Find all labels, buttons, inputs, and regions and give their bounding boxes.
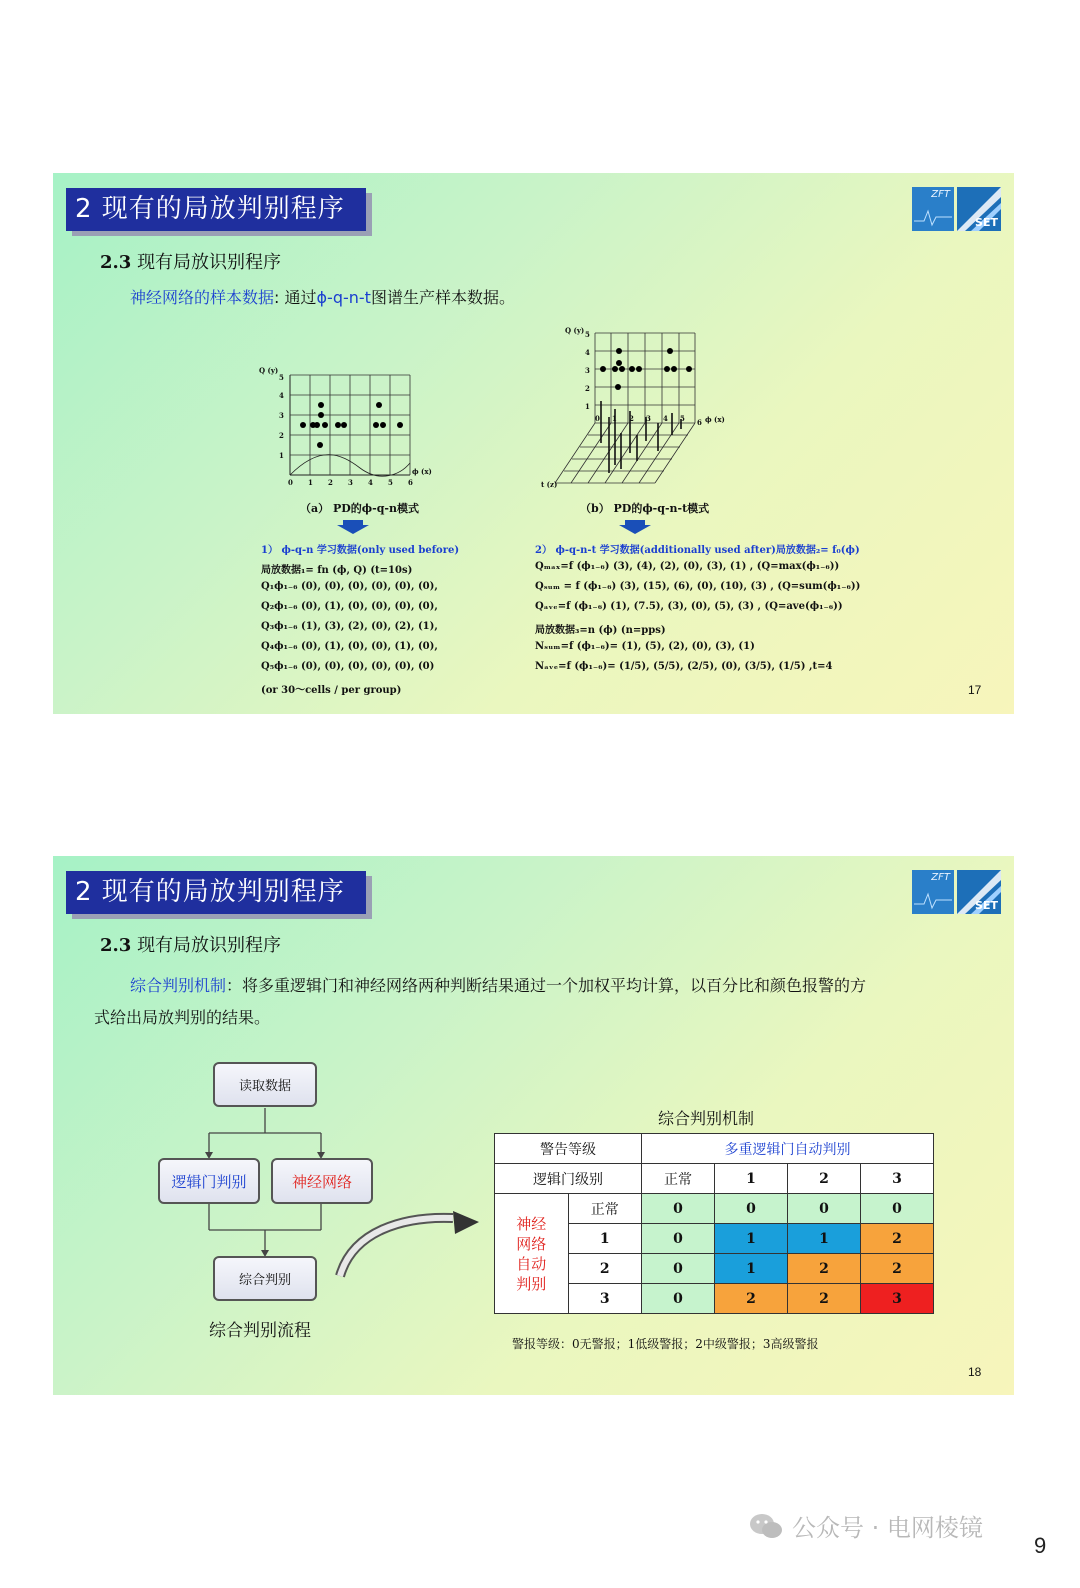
table-title: 综合判别机制 — [658, 1109, 755, 1128]
y-tick: 5 — [279, 373, 284, 382]
nn-row-label: 神经 网络 自动 判别 — [495, 1194, 569, 1314]
x-tick: 6 — [697, 418, 702, 427]
section-description-line2: 式给出局放判别的结果。 — [94, 1008, 271, 1027]
y-axis-label: Q (y) — [259, 366, 279, 375]
row-header: 3 — [568, 1284, 642, 1314]
header-logic-level: 逻辑门级别 — [495, 1164, 642, 1194]
x-tick: 2 — [629, 414, 634, 423]
watermark-text: 公众号 · 电网棱镜 — [792, 1514, 983, 1542]
flow-step-read-data: 读取数据 — [213, 1062, 317, 1107]
data-line: Qₛᵤₘ = f (ϕ₁₋₆) (3), (15), (6), (0), (10), (3) , (Q=sum(ϕ₁₋₆)) — [535, 581, 861, 592]
matrix-cell: 0 — [642, 1254, 715, 1284]
flow-connectors — [53, 856, 513, 1395]
figure-caption-b: （b） PD的ϕ-q-n-t模式 — [580, 502, 710, 515]
matrix-cell: 0 — [642, 1224, 715, 1254]
row-header: 1 — [568, 1224, 642, 1254]
header-alarm-level: 警告等级 — [495, 1134, 642, 1164]
data-line: Nₐᵥₑ=f (ϕ₁₋₆)= (1/5), (5/5), (2/5), (0), (3/5), (1/5) ,t=4 — [535, 661, 833, 672]
section-description: 神经网络的样本数据: 通过ϕ-q-n-t图谱生产样本数据。 — [130, 288, 515, 307]
logo-text-set: SET — [975, 899, 998, 912]
logo-text-zft: ZFT — [931, 872, 950, 883]
phi-q-n-scatter — [253, 363, 443, 493]
x-tick: 6 — [408, 478, 413, 487]
data-line: Q₂ϕ₁₋₆ (0), (1), (0), (0), (0), (0), — [261, 601, 438, 612]
data-line: Qₘₐₓ=f (ϕ₁₋₆) (3), (4), (2), (0), (3), (1) , (Q=max(ϕ₁₋₆)) — [535, 561, 840, 572]
x-tick: 4 — [663, 414, 668, 423]
section-heading: 2.3 现有局放识别程序 — [100, 935, 282, 956]
data-line: 局放数据₁= fn (ϕ, Q) (t=10s) — [261, 565, 413, 576]
x-tick: 5 — [388, 478, 393, 487]
data-line: Q₁ϕ₁₋₆ (0), (0), (0), (0), (0), (0), — [261, 581, 438, 592]
x-tick: 1 — [612, 414, 617, 423]
set-logo — [957, 187, 1001, 231]
matrix-cell: 3 — [861, 1284, 934, 1314]
set-logo — [957, 870, 1001, 914]
desc-label: 神经网络的样本数据 — [130, 288, 275, 307]
down-arrow-icon — [619, 520, 651, 534]
x-tick: 1 — [308, 478, 313, 487]
slide-title: 2 现有的局放判别程序 — [66, 871, 366, 914]
y-tick: 5 — [585, 330, 590, 339]
matrix-cell: 0 — [861, 1194, 934, 1224]
y-tick: 2 — [585, 384, 590, 393]
y-axis-label: Q (y) — [565, 326, 585, 335]
slide-page-number: 18 — [968, 1365, 982, 1379]
zft-logo — [912, 870, 954, 914]
data-line: Q₅ϕ₁₋₆ (0), (0), (0), (0), (0), (0) — [261, 661, 435, 672]
section-heading: 2.3 现有局放识别程序 — [100, 252, 282, 273]
x-tick: 3 — [646, 414, 651, 423]
y-tick: 3 — [279, 411, 284, 420]
x-axis-label: ϕ (x) — [412, 467, 432, 476]
matrix-cell: 0 — [642, 1194, 715, 1224]
data-line: 局放数据₃=n (ϕ) (n=pps) — [535, 625, 666, 636]
data-line: Qₐᵥₑ=f (ϕ₁₋₆) (1), (7.5), (3), (0), (5), (3) , (Q=ave(ϕ₁₋₆)) — [535, 601, 843, 612]
y-tick: 1 — [585, 402, 590, 411]
judgement-matrix — [494, 1133, 934, 1314]
col-header: 3 — [861, 1164, 934, 1194]
wechat-icon — [748, 1511, 784, 1541]
matrix-cell: 0 — [642, 1284, 715, 1314]
logo-text-set: SET — [975, 216, 998, 229]
learning-data-heading-1: 1） ϕ-q-n 学习数据(only used before) — [261, 545, 460, 556]
matrix-cell: 2 — [861, 1254, 934, 1284]
row-header: 正常 — [568, 1194, 642, 1224]
down-arrow-icon — [337, 520, 369, 534]
slide-title: 2 现有的局放判别程序 — [66, 188, 366, 231]
y-tick: 2 — [279, 431, 284, 440]
matrix-cell: 2 — [861, 1224, 934, 1254]
desc-label: 综合判别机制 — [130, 976, 227, 995]
col-header: 1 — [715, 1164, 788, 1194]
alarm-legend: 警报等级：0无警报；1低级警报；2中级警报；3高级警报 — [512, 1337, 819, 1351]
flow-step-logic-gate: 逻辑门判别 — [158, 1158, 260, 1204]
matrix-cell: 1 — [715, 1254, 788, 1284]
flow-caption: 综合判别流程 — [209, 1321, 311, 1341]
y-tick: 3 — [585, 366, 590, 375]
y-tick: 1 — [279, 451, 284, 460]
data-line: Nₛᵤₘ=f (ϕ₁₋₆)= (1), (5), (2), (0), (3), (1) — [535, 641, 755, 652]
section-description-line1: 综合判别机制：将多重逻辑门和神经网络两种判断结果通过一个加权平均计算，以百分比和颜色报警的方 — [130, 976, 867, 995]
matrix-cell: 2 — [788, 1284, 861, 1314]
slide-18 — [53, 856, 1014, 1395]
zft-logo — [912, 187, 954, 231]
col-header: 正常 — [642, 1164, 715, 1194]
x-axis-label: ϕ (x) — [705, 415, 725, 424]
t-axis-label: t (z) — [541, 480, 558, 489]
figure-caption-a: （a） PD的ϕ-q-n模式 — [300, 502, 419, 515]
sheet-page-number: 9 — [1034, 1533, 1047, 1558]
matrix-cell: 1 — [715, 1224, 788, 1254]
x-tick: 3 — [348, 478, 353, 487]
x-tick: 5 — [680, 414, 685, 423]
row-header: 2 — [568, 1254, 642, 1284]
flow-step-neural-network: 神经网络 — [271, 1158, 373, 1204]
matrix-cell: 2 — [788, 1254, 861, 1284]
y-tick: 4 — [585, 348, 590, 357]
data-line: Q₄ϕ₁₋₆ (0), (1), (0), (0), (1), (0), — [261, 641, 438, 652]
matrix-cell: 2 — [715, 1284, 788, 1314]
x-tick: 0 — [595, 414, 600, 423]
x-tick: 0 — [288, 478, 293, 487]
wechat-watermark — [748, 1508, 983, 1543]
learning-data-heading-2: 2） ϕ-q-n-t 学习数据(additionally used after)局放数据₂= f₀(ϕ) — [535, 545, 860, 556]
slide-page-number: 17 — [968, 683, 982, 697]
flow-step-combine: 综合判别 — [213, 1256, 317, 1301]
matrix-cell: 1 — [788, 1224, 861, 1254]
logo-text-zft: ZFT — [931, 189, 950, 200]
header-multi-logic: 多重逻辑门自动判别 — [642, 1134, 934, 1164]
y-tick: 4 — [279, 391, 284, 400]
data-line: (or 30～cells / per group) — [261, 685, 402, 696]
matrix-cell: 0 — [788, 1194, 861, 1224]
x-tick: 2 — [328, 478, 333, 487]
phi-q-n-t-3d-chart — [533, 323, 733, 493]
col-header: 2 — [788, 1164, 861, 1194]
slide-17 — [53, 173, 1014, 714]
data-line: Q₃ϕ₁₋₆ (1), (3), (2), (0), (2), (1), — [261, 621, 438, 632]
matrix-cell: 0 — [715, 1194, 788, 1224]
x-tick: 4 — [368, 478, 373, 487]
